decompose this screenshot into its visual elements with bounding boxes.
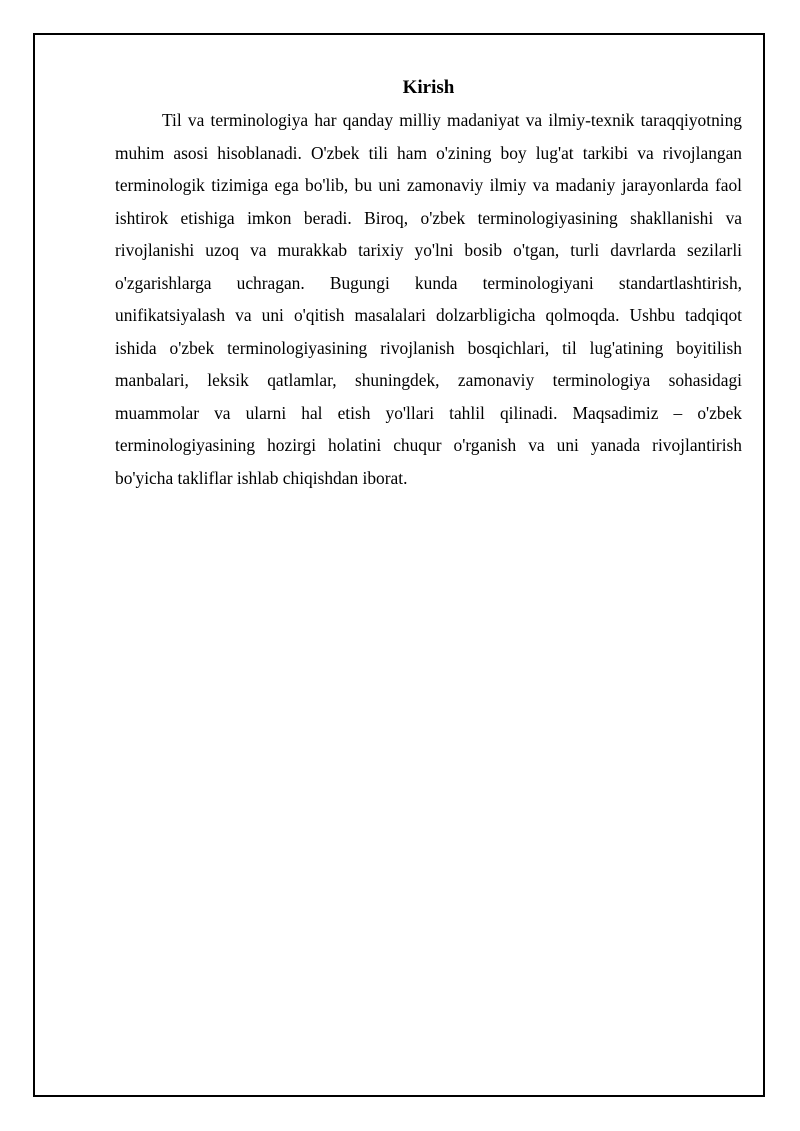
section-heading: Kirish xyxy=(402,77,455,98)
intro-paragraph: Til va terminologiya har qanday milliy madaniyat va ilmiy-texnik taraqqiyotning muhim asosi hisoblanadi. O'zbek tili ham o'zining boy lug'at tarkibi va rivojlangan terminologik tizimiga ega bo'lib, bu uni zamonaviy ilmiy va madaniy jarayonlarda faol ishtirok etishiga imkon beradi. Biroq, o'zbek terminologiyasining shakllanishi va rivojlanishi uzoq va murakkab tarixiy yo'lni bosib o'tgan, turli davrlarda sezilarli o'zgarishlarga uchragan. Bugungi kunda terminologiyani standartlashtirish, unifikatsiyalash va uni o'qitish masalalari dolzarbligicha qolmoqda. Ushbu tadqiqot ishida o'zbek terminologiyasining rivojlanish bosqichlari, til lug'atining boyitilish manbalari, leksik qatlamlar, shuningdek, zamonaviy terminologiya sohasidagi muammolar va ularni hal etish yo'llari tahlil qilinadi. Maqsadimiz – o'zbek terminologiyasining hozirgi holatini chuqur o'rganish va uni yanada rivojlantirish bo'yicha takliflar ishlab chiqishdan iborat. xyxy=(115,110,742,488)
document-body xyxy=(115,72,742,494)
